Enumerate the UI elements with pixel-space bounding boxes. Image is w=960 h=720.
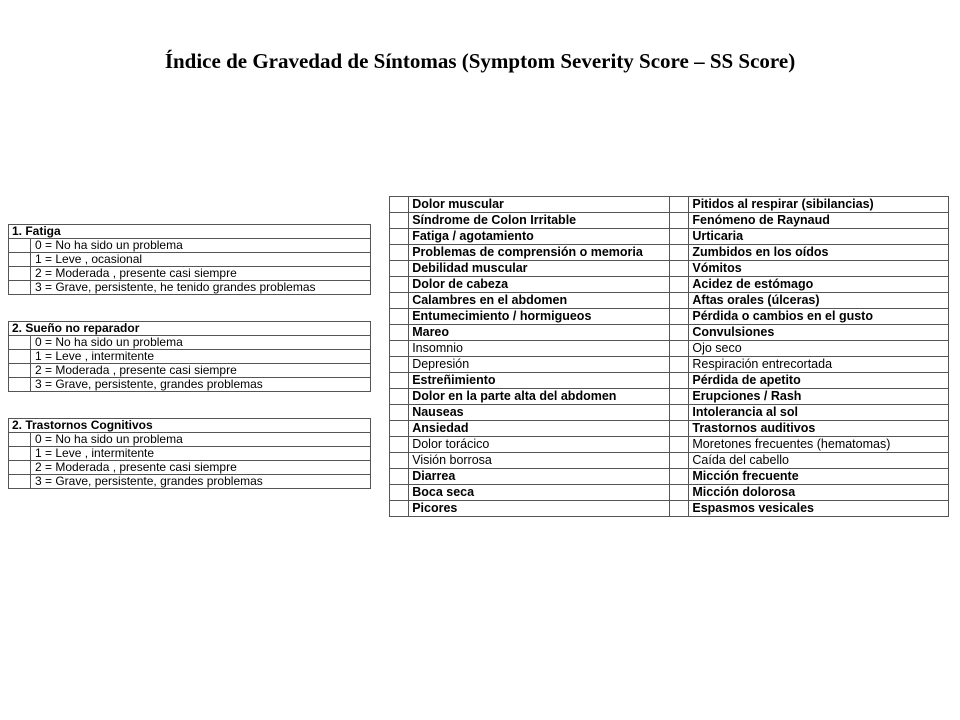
- scale-option: 1 = Leve , ocasional: [31, 253, 371, 267]
- symptom-checkbox[interactable]: [670, 325, 689, 341]
- symptom-label: Diarrea: [409, 469, 670, 485]
- symptom-row: [390, 309, 949, 325]
- symptom-checkbox[interactable]: [390, 213, 409, 229]
- symptom-row: [390, 293, 949, 309]
- symptom-label: Nauseas: [409, 405, 670, 421]
- scale-option: 0 = No ha sido un problema: [31, 336, 371, 350]
- symptom-label: Dolor en la parte alta del abdomen: [409, 389, 670, 405]
- symptom-label: Debilidad muscular: [409, 261, 670, 277]
- symptom-label: Pitidos al respirar (sibilancias): [689, 197, 949, 213]
- symptom-checkbox[interactable]: [390, 245, 409, 261]
- score-checkbox[interactable]: [9, 447, 31, 461]
- scale-option: 3 = Grave, persistente, grandes problemas: [31, 378, 371, 392]
- symptom-checkbox[interactable]: [390, 229, 409, 245]
- symptom-label: Pérdida de apetito: [689, 373, 949, 389]
- symptom-checkbox[interactable]: [390, 373, 409, 389]
- score-checkbox[interactable]: [9, 433, 31, 447]
- symptom-label: Intolerancia al sol: [689, 405, 949, 421]
- cognitive-scale-table: [8, 418, 371, 489]
- score-checkbox[interactable]: [9, 475, 31, 489]
- symptom-checkbox[interactable]: [670, 437, 689, 453]
- symptom-label: Micción frecuente: [689, 469, 949, 485]
- symptom-checkbox[interactable]: [670, 453, 689, 469]
- symptom-label: Erupciones / Rash: [689, 389, 949, 405]
- symptom-label: Problemas de comprensión o memoria: [409, 245, 670, 261]
- fatigue-scale-table: [8, 224, 371, 295]
- scale-option: 1 = Leve , intermitente: [31, 447, 371, 461]
- page-title: Índice de Gravedad de Síntomas (Symptom Severity Score – SS Score): [164, 49, 796, 73]
- symptom-row: [390, 341, 949, 357]
- symptom-row: [390, 245, 949, 261]
- symptom-checkbox[interactable]: [390, 405, 409, 421]
- symptom-label: Fenómeno de Raynaud: [689, 213, 949, 229]
- scale-heading: 2. Sueño no reparador: [9, 322, 371, 336]
- symptom-row: [390, 229, 949, 245]
- symptom-checkbox[interactable]: [670, 357, 689, 373]
- symptom-label: Micción dolorosa: [689, 485, 949, 501]
- score-checkbox[interactable]: [9, 239, 31, 253]
- scale-option: 2 = Moderada , presente casi siempre: [31, 267, 371, 281]
- symptom-checkbox[interactable]: [670, 389, 689, 405]
- scale-heading: 2. Trastornos Cognitivos: [9, 419, 371, 433]
- symptom-label: Trastornos auditivos: [689, 421, 949, 437]
- symptom-label: Calambres en el abdomen: [409, 293, 670, 309]
- symptom-label: Boca seca: [409, 485, 670, 501]
- symptom-label: Estreñimiento: [409, 373, 670, 389]
- scale-option: 3 = Grave, persistente, grandes problemas: [31, 475, 371, 489]
- symptom-label: Dolor torácico: [409, 437, 670, 453]
- symptom-label: Depresión: [409, 357, 670, 373]
- symptom-checkbox[interactable]: [390, 357, 409, 373]
- score-checkbox[interactable]: [9, 281, 31, 295]
- sleep-scale-table: [8, 321, 371, 392]
- symptom-checkbox[interactable]: [670, 293, 689, 309]
- symptom-label: Mareo: [409, 325, 670, 341]
- symptom-label: Entumecimiento / hormigueos: [409, 309, 670, 325]
- symptom-row: [390, 389, 949, 405]
- symptom-checkbox[interactable]: [670, 405, 689, 421]
- scale-option: 3 = Grave, persistente, he tenido grandes problemas: [31, 281, 371, 295]
- symptom-label: Espasmos vesicales: [689, 501, 949, 517]
- symptom-label: Dolor muscular: [409, 197, 670, 213]
- symptom-checkbox[interactable]: [390, 277, 409, 293]
- symptom-checkbox[interactable]: [670, 309, 689, 325]
- symptom-checkbox[interactable]: [670, 421, 689, 437]
- symptom-checkbox[interactable]: [670, 373, 689, 389]
- symptom-row: [390, 501, 949, 517]
- symptom-checkbox[interactable]: [670, 245, 689, 261]
- symptom-checkbox[interactable]: [390, 421, 409, 437]
- symptom-label: Dolor de cabeza: [409, 277, 670, 293]
- symptom-row: [390, 405, 949, 421]
- symptom-checkbox[interactable]: [670, 197, 689, 213]
- symptom-checkbox[interactable]: [670, 501, 689, 517]
- symptom-label: Síndrome de Colon Irritable: [409, 213, 670, 229]
- symptom-checkbox[interactable]: [670, 229, 689, 245]
- scale-option: 0 = No ha sido un problema: [31, 239, 371, 253]
- score-checkbox[interactable]: [9, 336, 31, 350]
- symptom-label: Urticaria: [689, 229, 949, 245]
- score-checkbox[interactable]: [9, 461, 31, 475]
- symptom-checkbox[interactable]: [670, 277, 689, 293]
- symptom-row: [390, 325, 949, 341]
- score-checkbox[interactable]: [9, 253, 31, 267]
- symptom-checkbox[interactable]: [390, 341, 409, 357]
- score-checkbox[interactable]: [9, 364, 31, 378]
- symptom-row: [390, 261, 949, 277]
- symptom-checkbox[interactable]: [390, 453, 409, 469]
- symptom-row: [390, 213, 949, 229]
- symptom-row: [390, 453, 949, 469]
- symptom-label: Moretones frecuentes (hematomas): [689, 437, 949, 453]
- symptom-row: [390, 485, 949, 501]
- scale-option: 2 = Moderada , presente casi siempre: [31, 364, 371, 378]
- symptom-checkbox[interactable]: [390, 325, 409, 341]
- symptom-checkbox[interactable]: [390, 485, 409, 501]
- symptom-checkbox[interactable]: [670, 341, 689, 357]
- symptom-checkbox[interactable]: [390, 293, 409, 309]
- symptom-label: Fatiga / agotamiento: [409, 229, 670, 245]
- scale-option: 1 = Leve , intermitente: [31, 350, 371, 364]
- symptom-checkbox[interactable]: [390, 261, 409, 277]
- score-checkbox[interactable]: [9, 350, 31, 364]
- symptom-label: Pérdida o cambios en el gusto: [689, 309, 949, 325]
- symptom-checkbox[interactable]: [670, 261, 689, 277]
- symptom-row: [390, 357, 949, 373]
- symptom-row: [390, 277, 949, 293]
- symptom-row: [390, 469, 949, 485]
- symptom-label: Ojo seco: [689, 341, 949, 357]
- symptom-checkbox[interactable]: [390, 437, 409, 453]
- symptom-checkbox[interactable]: [390, 469, 409, 485]
- symptom-label: Insomnio: [409, 341, 670, 357]
- symptom-row: [390, 197, 949, 213]
- symptom-label: Convulsiones: [689, 325, 949, 341]
- symptom-row: [390, 421, 949, 437]
- symptom-label: Picores: [409, 501, 670, 517]
- symptom-label: Respiración entrecortada: [689, 357, 949, 373]
- symptom-label: Aftas orales (úlceras): [689, 293, 949, 309]
- score-checkbox[interactable]: [9, 267, 31, 281]
- symptom-row: [390, 373, 949, 389]
- symptom-row: [390, 437, 949, 453]
- symptom-checkbox[interactable]: [390, 501, 409, 517]
- scale-heading: 1. Fatiga: [9, 225, 371, 239]
- symptom-label: Vómitos: [689, 261, 949, 277]
- score-checkbox[interactable]: [9, 378, 31, 392]
- symptom-checkbox[interactable]: [390, 309, 409, 325]
- symptom-checkbox[interactable]: [670, 485, 689, 501]
- scale-option: 0 = No ha sido un problema: [31, 433, 371, 447]
- symptom-checkbox[interactable]: [390, 197, 409, 213]
- symptom-checkbox[interactable]: [670, 469, 689, 485]
- symptom-label: Acidez de estómago: [689, 277, 949, 293]
- symptom-checkbox[interactable]: [670, 213, 689, 229]
- symptom-label: Zumbidos en los oídos: [689, 245, 949, 261]
- symptom-checkbox[interactable]: [390, 389, 409, 405]
- symptom-label: Visión borrosa: [409, 453, 670, 469]
- symptom-label: Ansiedad: [409, 421, 670, 437]
- symptom-label: Caída del cabello: [689, 453, 949, 469]
- symptoms-checklist-table: [389, 196, 949, 517]
- scale-option: 2 = Moderada , presente casi siempre: [31, 461, 371, 475]
